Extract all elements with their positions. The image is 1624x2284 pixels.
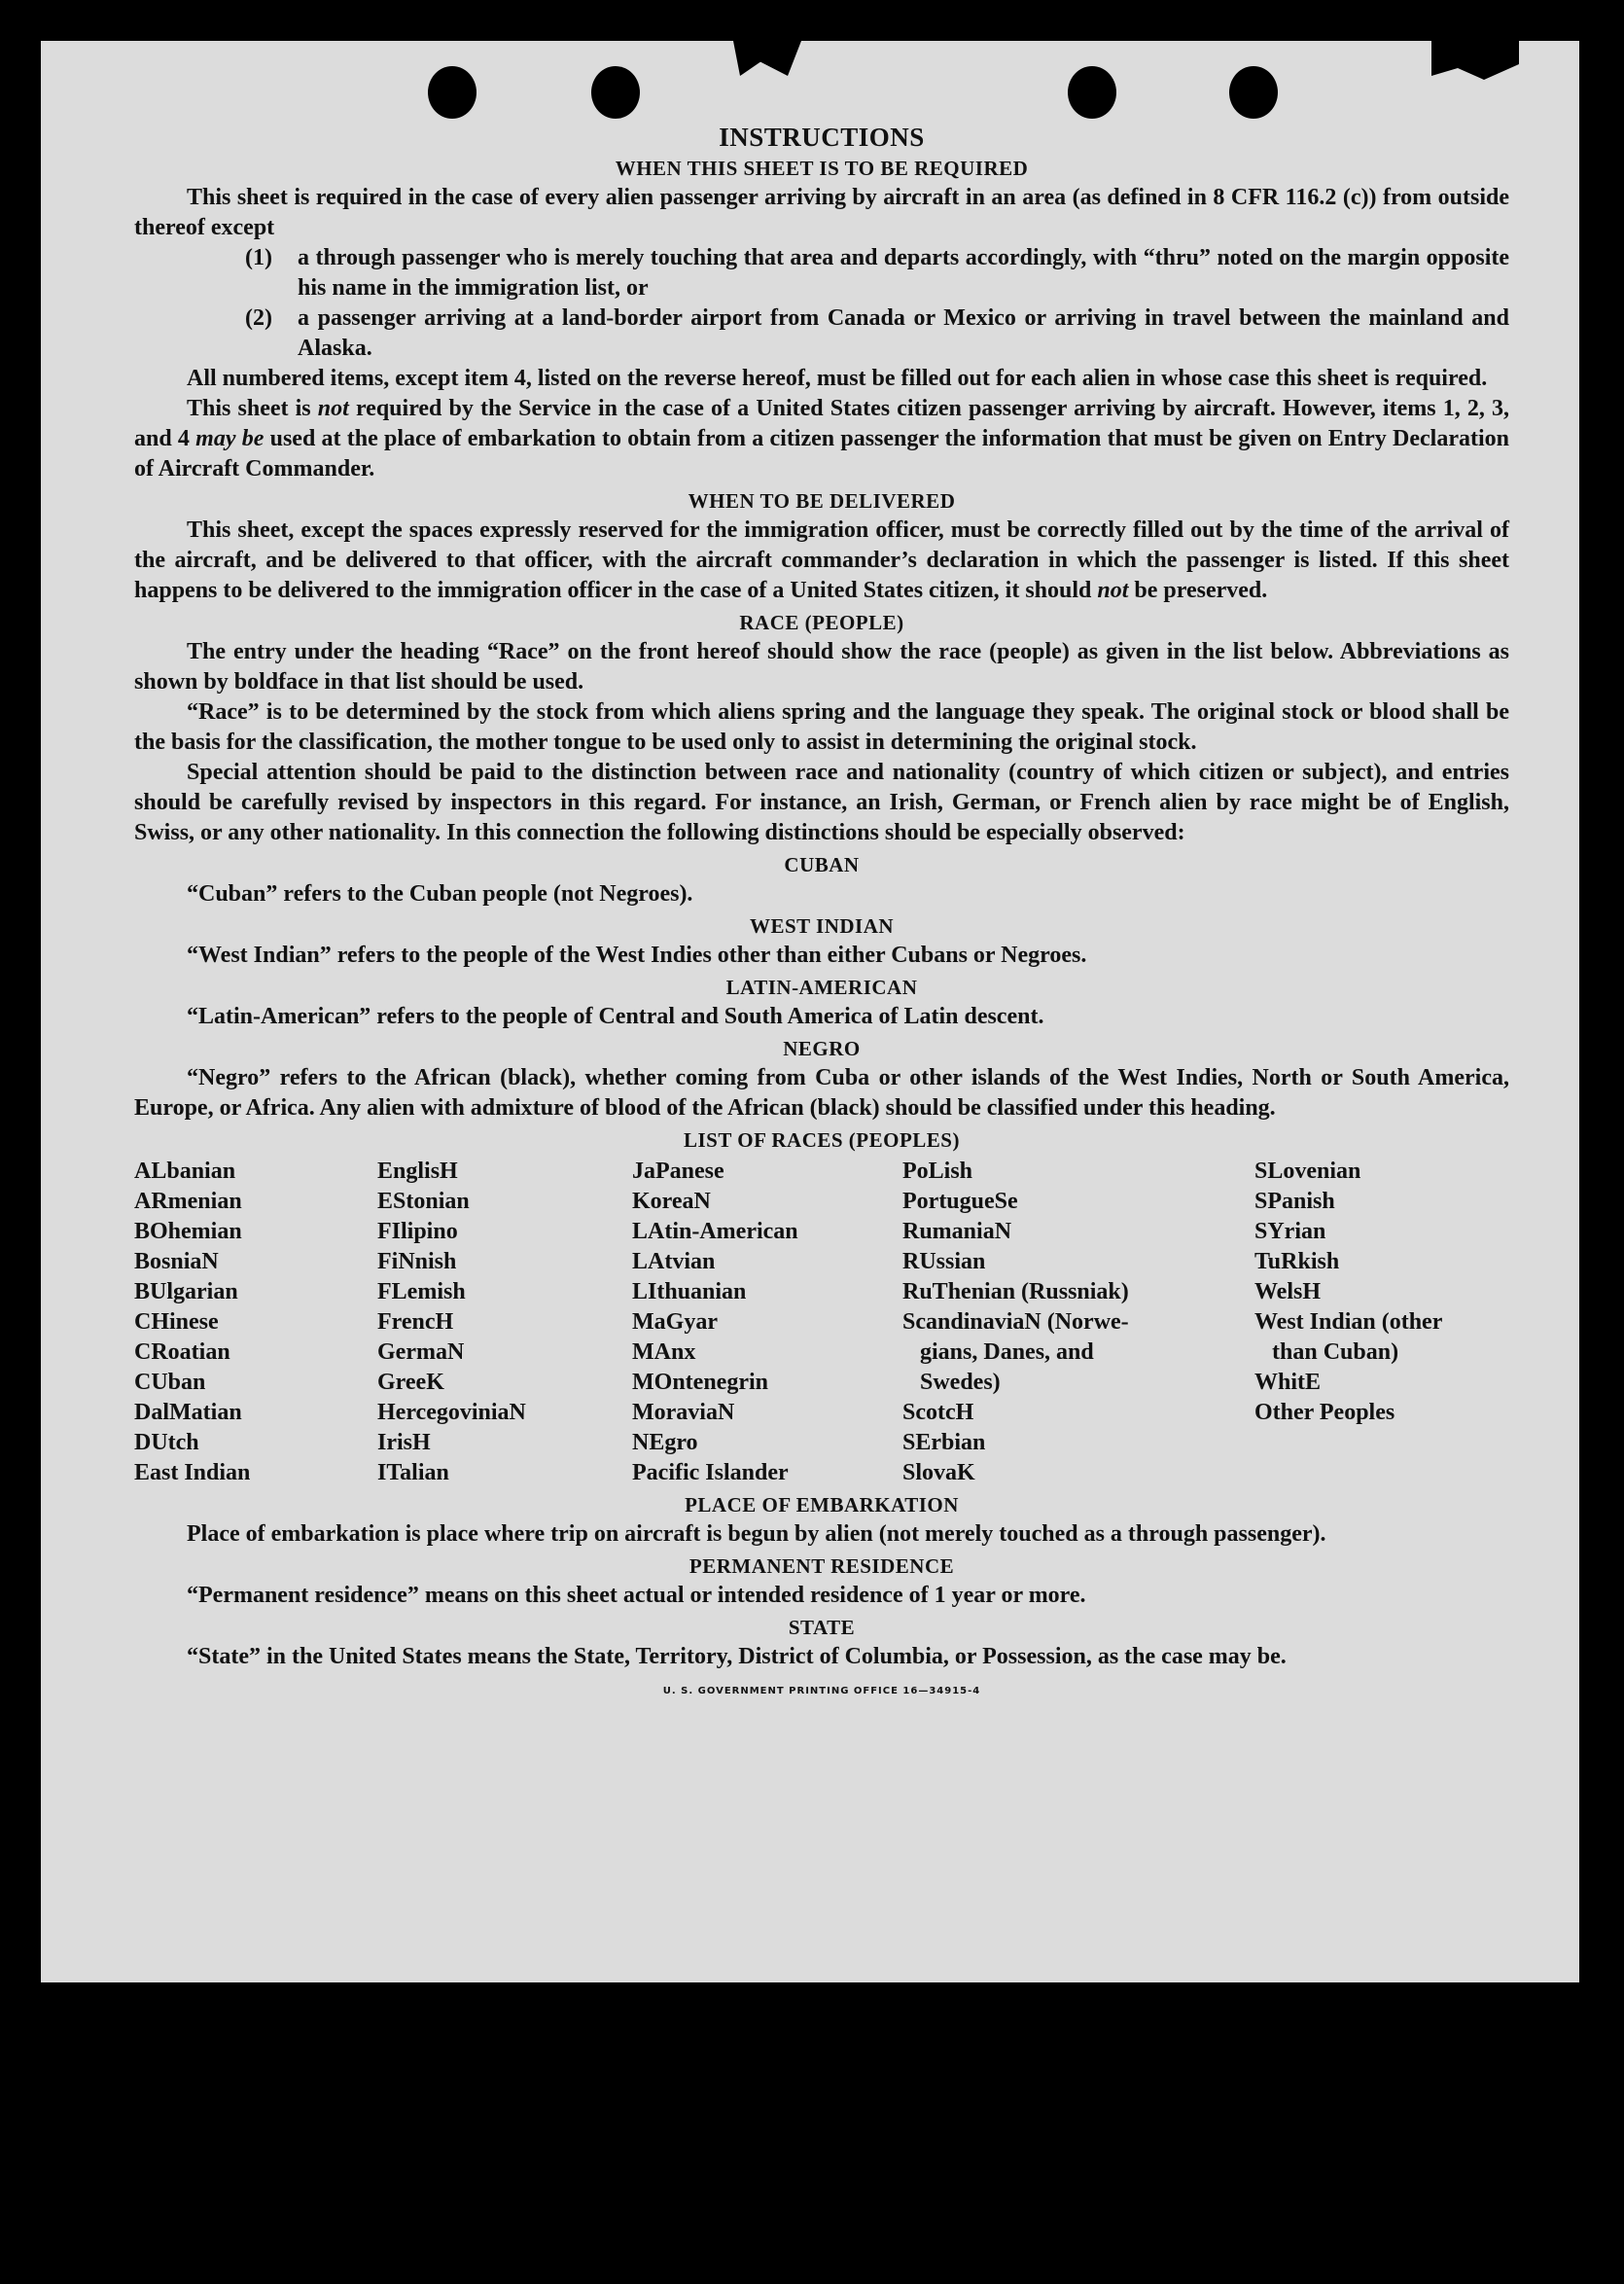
section-heading: RACE (PEOPLE)	[739, 611, 904, 634]
race-entry: BUlgarian	[134, 1279, 238, 1304]
punch-hole	[1068, 66, 1116, 119]
race-column	[902, 1157, 1254, 1488]
race-entry: MOntenegrin	[632, 1370, 768, 1395]
item-text: a through passenger who is merely touching that area and departs accordingly, with “thru” noted on the margin opposite his name in the immigration list, or	[298, 245, 1509, 301]
paragraph: “West Indian” refers to the people of the West Indies other than either Cubans or Negroes.	[187, 943, 1087, 968]
paragraph	[134, 516, 1509, 606]
race-entry: RUssian	[902, 1249, 986, 1274]
section-heading: WHEN TO BE DELIVERED	[688, 489, 956, 513]
race-entry: SErbian	[902, 1430, 986, 1455]
section-heading: CUBAN	[784, 853, 860, 876]
section-heading: PERMANENT RESIDENCE	[688, 1554, 955, 1578]
paragraph: All numbered items, except item 4, listed on the reverse hereof, must be filled out for each alien in whose case this sheet is required.	[187, 366, 1488, 391]
race-entry: West Indian (other	[1254, 1309, 1443, 1335]
section-heading: LATIN-AMERICAN	[725, 976, 918, 999]
race-entry: PoLish	[902, 1159, 973, 1184]
page-title: INSTRUCTIONS	[719, 123, 925, 152]
race-entry: HercegoviniaN	[377, 1400, 526, 1425]
race-entry: NEgro	[632, 1430, 698, 1455]
section-heading: STATE	[788, 1616, 856, 1639]
paragraph: Special attention should be paid to the distinction between race and nationality (country of which citizen or subject), and entries should be carefully revised by inspectors in this regard. For instance, an Irish, German, or French alien by race might be of English, Swiss, or any other nationality. In this connection the following distinctions should be especially observed:	[134, 760, 1509, 845]
race-entry: FIlipino	[377, 1219, 458, 1244]
race-entry: RuThenian (Russniak)	[902, 1279, 1129, 1304]
race-entry: EnglisH	[377, 1159, 458, 1184]
race-entry: CRoatian	[134, 1339, 230, 1365]
race-entry: LIthuanian	[632, 1279, 747, 1304]
race-entry: Pacific Islander	[632, 1460, 789, 1485]
race-column	[1254, 1157, 1509, 1488]
race-entry: ITalian	[377, 1460, 449, 1485]
race-entry: ScandinaviaN (Norwe-	[902, 1309, 1129, 1335]
paragraph: This sheet is required in the case of every alien passenger arriving by aircraft in an area (as defined in 8 CFR 116.2 (c)) from outside thereof except	[134, 185, 1509, 240]
race-entry: SlovaK	[902, 1460, 975, 1485]
punch-hole	[1229, 66, 1278, 119]
torn-edge	[1431, 41, 1519, 80]
race-entry: GermaN	[377, 1339, 465, 1365]
race-entry: Other Peoples	[1254, 1400, 1395, 1425]
race-entry: SPanish	[1254, 1189, 1335, 1214]
race-entry: JaPanese	[632, 1159, 724, 1184]
race-column	[632, 1157, 902, 1488]
race-entry: MaGyar	[632, 1309, 718, 1335]
paragraph: “Negro” refers to the African (black), whether coming from Cuba or other islands of the West Indies, North or South America, Europe, or Africa. Any alien with admixture of blood of the African (black) should be classified under this heading.	[134, 1065, 1509, 1121]
race-column	[377, 1157, 632, 1488]
race-entry: ARmenian	[134, 1189, 242, 1214]
race-entry: MAnx	[632, 1339, 696, 1365]
paragraph: The entry under the heading “Race” on the front hereof should show the race (people) as given in the list below. Abbreviations as shown by boldface in that list should be used.	[134, 639, 1509, 695]
text-run: be preserved.	[1128, 578, 1268, 603]
section-heading: WHEN THIS SHEET IS TO BE REQUIRED	[615, 157, 1029, 180]
instructions-content	[134, 121, 1509, 1696]
race-entry: TuRkish	[1254, 1249, 1340, 1274]
race-entry: EStonian	[377, 1189, 470, 1214]
paragraph: “Permanent residence” means on this sheet actual or intended residence of 1 year or more.	[187, 1583, 1086, 1608]
item-number: (1)	[245, 245, 272, 270]
paragraph	[134, 394, 1509, 484]
text-run: required by the Service in the case of a United States citizen passenger arriving by aircraft. However, items 1, 2, 3, and 4	[134, 396, 1510, 451]
paragraph: “Cuban” refers to the Cuban people (not Negroes).	[187, 881, 693, 907]
paragraph: “State” in the United States means the State, Territory, District of Columbia, or Possession, as the case may be.	[187, 1644, 1287, 1669]
race-entry: FiNnish	[377, 1249, 457, 1274]
race-entry: SLovenian	[1254, 1159, 1361, 1184]
italic-text: may be	[195, 426, 265, 451]
paragraph: Place of embarkation is place where trip on aircraft is begun by alien (not merely touched as a through passenger).	[187, 1521, 1326, 1547]
race-entry: FrencH	[377, 1309, 454, 1335]
race-entry: DalMatian	[134, 1400, 242, 1425]
italic-text: not	[317, 396, 349, 421]
race-entry: SYrian	[1254, 1219, 1326, 1244]
race-list	[134, 1157, 1509, 1488]
race-entry: East Indian	[134, 1460, 251, 1485]
race-entry: than Cuban)	[1254, 1339, 1399, 1365]
paragraph: “Latin-American” refers to the people of Central and South America of Latin descent.	[187, 1004, 1044, 1029]
item-text: a passenger arriving at a land-border airport from Canada or Mexico or arriving in travel between the mainland and Alaska.	[298, 305, 1509, 361]
text-run: This sheet is	[187, 396, 318, 421]
section-heading: NEGRO	[783, 1037, 861, 1060]
punch-hole	[428, 66, 477, 119]
race-entry: GreeK	[377, 1370, 444, 1395]
race-entry: BosniaN	[134, 1249, 219, 1274]
race-entry: WelsH	[1254, 1279, 1322, 1304]
punch-hole	[591, 66, 640, 119]
race-entry: DUtch	[134, 1430, 199, 1455]
race-entry: RumaniaN	[902, 1219, 1012, 1244]
race-entry: PortugueSe	[902, 1189, 1018, 1214]
race-entry: BOhemian	[134, 1219, 242, 1244]
race-entry: gians, Danes, and	[902, 1339, 1094, 1365]
race-entry: CUban	[134, 1370, 206, 1395]
race-entry: MoraviaN	[632, 1400, 735, 1425]
section-heading: LIST OF RACES (PEOPLES)	[684, 1128, 960, 1152]
race-entry: ALbanian	[134, 1159, 236, 1184]
document-sheet	[41, 41, 1579, 1982]
race-column	[134, 1157, 377, 1488]
exception-item	[134, 243, 1509, 303]
race-entry: LAtin-American	[632, 1219, 798, 1244]
text-run: This sheet, except the spaces expressly reserved for the immigration officer, must be correctly filled out by the time of the arrival of the aircraft, and be delivered to that officer, with the aircraft commander’s declaration in which the passenger is listed. If this sheet happens to be delivered to the immigration officer in the case of a United States citizen, it should	[134, 517, 1509, 603]
race-entry: KoreaN	[632, 1189, 711, 1214]
race-entry: LAtvian	[632, 1249, 716, 1274]
race-entry: IrisH	[377, 1430, 431, 1455]
race-entry: Swedes)	[902, 1370, 1001, 1395]
torn-edge	[733, 41, 801, 76]
section-heading: WEST INDIAN	[749, 914, 895, 938]
item-number: (2)	[245, 305, 272, 331]
exception-item	[134, 303, 1509, 364]
text-run: used at the place of embarkation to obtain from a citizen passenger the information that must be given on Entry Declaration of Aircraft Commander.	[134, 426, 1510, 482]
race-entry: CHinese	[134, 1309, 219, 1335]
race-entry: WhitE	[1254, 1370, 1322, 1395]
section-heading: PLACE OF EMBARKATION	[685, 1493, 959, 1517]
race-entry: FLemish	[377, 1279, 466, 1304]
italic-text: not	[1097, 578, 1129, 603]
paragraph: “Race” is to be determined by the stock from which aliens spring and the language they speak. The original stock or blood shall be the basis for the classification, the mother tongue to be used only to assist in determining the original stock.	[134, 699, 1509, 755]
printing-office-footer: U. S. GOVERNMENT PRINTING OFFICE 16—34915-4	[662, 1686, 981, 1696]
race-entry: ScotcH	[902, 1400, 974, 1425]
